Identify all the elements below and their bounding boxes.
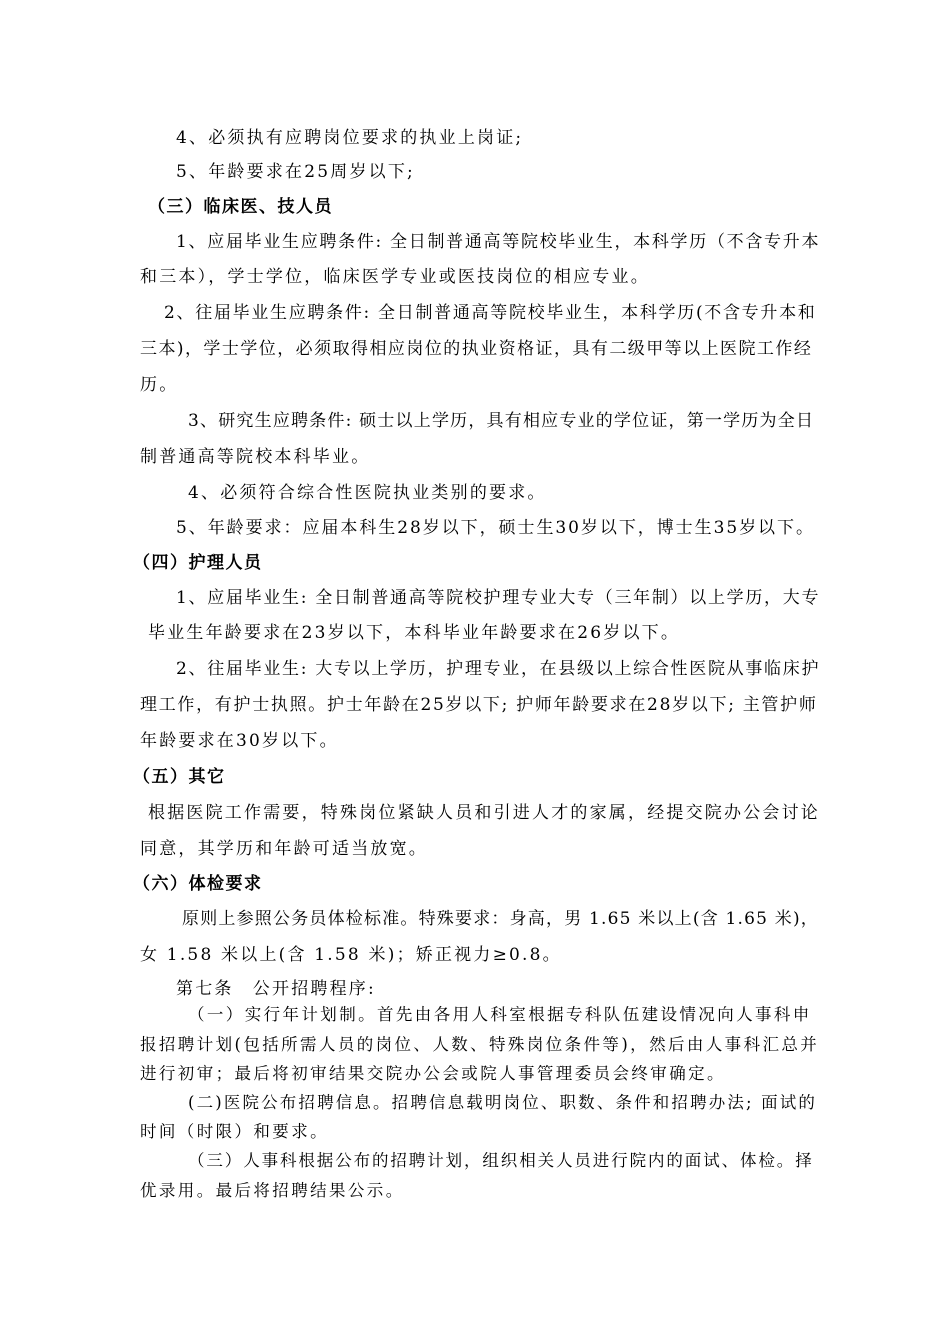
text-line: 5、年龄要求在25周岁以下;	[176, 162, 415, 182]
text-line: 年龄要求在30岁以下。	[140, 731, 339, 751]
text-line: 理工作，有护士执照。护士年龄在25岁以下; 护师年龄要求在28岁以下; 主管护师	[140, 695, 818, 715]
text-line: 报招聘计划(包括所需人员的岗位、人数、特殊岗位条件等)，然后由人事科汇总并	[140, 1035, 820, 1054]
section-heading: （四）护理人员	[133, 553, 263, 573]
section-heading: （五）其它	[133, 767, 226, 787]
article-heading: 第七条 公开招聘程序:	[176, 979, 376, 999]
text-line: 历。	[140, 375, 179, 395]
text-line: 毕业生年龄要求在23岁以下，本科毕业年龄要求在26岁以下。	[148, 623, 681, 643]
text-line: 女 1.58 米以上(含 1.58 米)；矫正视力≥0.8。	[140, 945, 562, 965]
text-line: 制普通高等院校本科毕业。	[140, 447, 371, 467]
text-line: （一）实行年计划制。首先由各用人科室根据专科队伍建设情况向人事科申	[188, 1005, 812, 1024]
text-line: 原则上参照公务员体检标准。特殊要求：身高，男 1.65 米以上(含 1.65 米)，	[182, 909, 819, 929]
text-line: 2、往届毕业生应聘条件: 全日制普通高等院校毕业生，本科学历(不含专升本和	[164, 303, 817, 323]
text-line: 5、年龄要求：应届本科生28岁以下，硕士生30岁以下，博士生35岁以下。	[176, 518, 815, 538]
text-line: 1、应届毕业生应聘条件: 全日制普通高等院校毕业生，本科学历（不含专升本	[176, 232, 821, 252]
text-line: (二)医院公布招聘信息。招聘信息载明岗位、职数、条件和招聘办法; 面试的	[188, 1093, 818, 1112]
text-line: 2、往届毕业生: 大专以上学历，护理专业，在县级以上综合性医院从事临床护	[176, 659, 821, 679]
text-line: （三）人事科根据公布的招聘计划，组织相关人员进行院内的面试、体检。择	[188, 1151, 814, 1170]
text-line: 4、必须符合综合性医院执业类别的要求。	[188, 483, 547, 503]
text-line: 3、研究生应聘条件: 硕士以上学历，具有相应专业的学位证，第一学历为全日	[188, 411, 815, 431]
text-line: 三本)，学士学位，必须取得相应岗位的执业资格证，具有二级甲等以上医院工作经	[140, 339, 813, 359]
text-line: 时间（时限）和要求。	[140, 1122, 329, 1141]
text-line: 同意，其学历和年龄可适当放宽。	[140, 839, 428, 859]
text-line: 优录用。最后将招聘结果公示。	[140, 1181, 405, 1200]
section-heading: （六）体检要求	[133, 874, 263, 894]
text-line: 和三本），学士学位，临床医学专业或医技岗位的相应专业。	[140, 267, 650, 287]
text-line: 1、应届毕业生: 全日制普通高等院校护理专业大专（三年制）以上学历，大专	[176, 588, 821, 608]
text-line: 进行初审；最后将初审结果交院办公会或院人事管理委员会终审确定。	[140, 1064, 726, 1083]
section-heading: （三）临床医、技人员	[148, 197, 333, 217]
text-line: 4、必须执有应聘岗位要求的执业上岗证;	[176, 128, 524, 148]
text-line: 根据医院工作需要，特殊岗位紧缺人员和引进人才的家属，经提交院办公会讨论	[148, 803, 820, 823]
